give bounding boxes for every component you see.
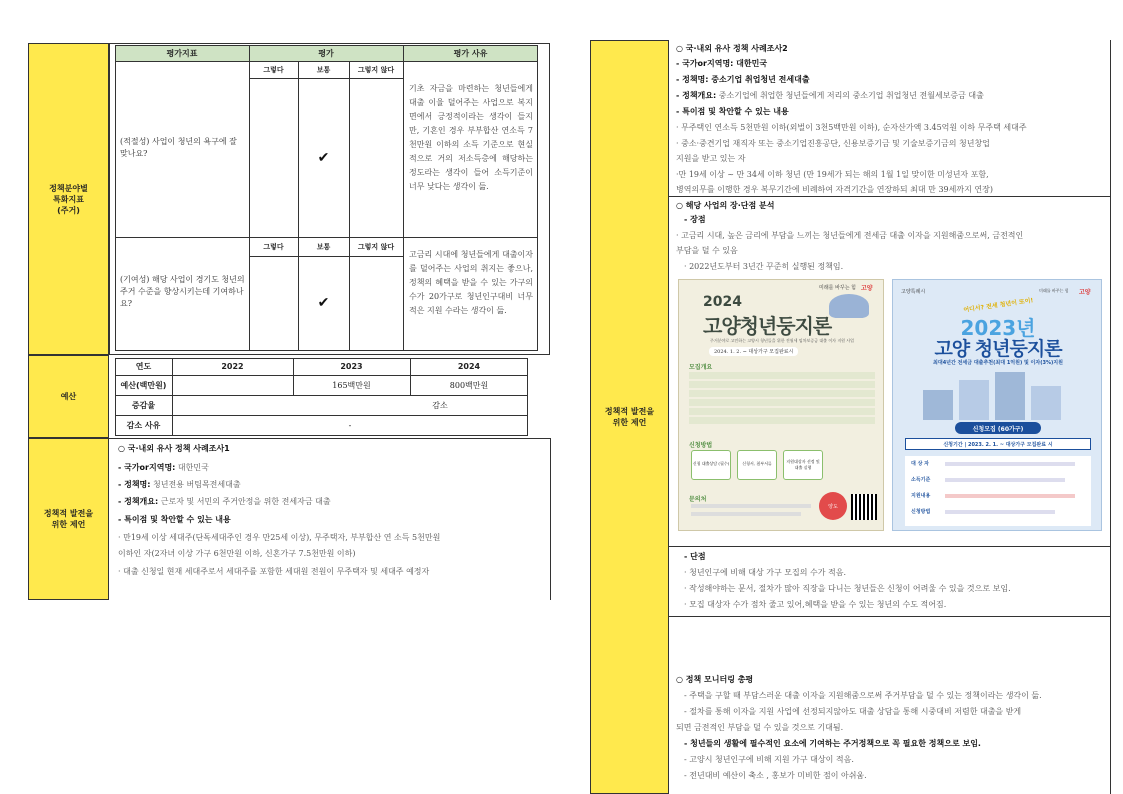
poster2-title-year: 2023년: [960, 316, 1036, 340]
cons-label: - 단점: [684, 552, 706, 561]
case2-line: · 중소·중견기업 재직자 또는 중소기업진흥공단, 신용보증기금 및 기술보증기금의 청년창업: [676, 139, 990, 148]
budget-reason-label: 감소 사유: [126, 421, 161, 430]
case1-summary: - 정책개요: 근로자 및 서민의 주거안정을 위한 전세자금 대출: [118, 497, 331, 506]
case1-feature: 이하인 자(2자녀 이상 가구 6천만원 이하, 신혼가구 7.5천만원 이하): [118, 549, 356, 558]
cons-line: · 모집 대상자 수가 점차 줄고 있어,혜택을 받을 수 있는 청년의 수도 적어짐.: [684, 600, 947, 609]
case2-line: ·만 19세 이상 ~ 만 34세 이하 청년 (만 19세가 되는 해의 1월 1일 맞이한 미성년자 포함,: [676, 170, 989, 179]
qr-code-icon: [851, 494, 877, 520]
case2-policy: - 정책명: 중소기업 취업청년 전세대출: [676, 75, 810, 84]
poster1-top: 미래를 바꾸는 힘: [819, 285, 856, 291]
poster1-brand: 고양: [861, 285, 873, 292]
poster1-section: 신청방법: [689, 442, 713, 449]
scale-normal: 보통: [316, 243, 331, 251]
header-evaluation: 평가: [318, 49, 334, 58]
category-proposal-right: 정책적 발전을 위한 제언: [590, 40, 669, 794]
scale-yes: 그렇다: [263, 243, 284, 251]
category-eval: 정책분야별 특화지표 (주거): [28, 43, 109, 355]
case2-line: 지원을 받고 있는 자: [676, 154, 746, 163]
poster2-bubble: 어디서? 전세 청년이 또이!: [962, 297, 1034, 314]
poster1-step: 지원대상자 선정 및 대출 실행: [783, 450, 823, 480]
question-appropriateness: (적절성) 사업이 청년의 욕구에 잘 맞나요?: [120, 137, 237, 158]
poster2-org: 고양특례시: [901, 289, 926, 295]
poster1-step: 신청서, 첨부서류: [737, 450, 777, 480]
bird-icon: [829, 294, 869, 318]
cons-line: · 청년인구에 비해 대상 가구 모집의 수가 적음.: [684, 568, 846, 577]
header-indicator: 평가지표: [166, 49, 198, 58]
category-budget: 예산: [28, 355, 109, 438]
poster1-title: 고양청년둥지론: [703, 314, 832, 338]
monitoring-line: - 고양시 청년인구에 비해 지원 가구 대상이 적음.: [684, 755, 854, 764]
case1-heading: ○ 국·내외 유사 정책 사례조사1: [118, 444, 230, 453]
reason-contribution: 고금리 시대에 청년들에게 대출이자를 덜어주는 사업의 취지는 좋으나, 정책의 혜택을 받을 수 있는 가구의 수가 20가구로 청년인구대비 너무 적은 지원 수라는 생각이 듦.: [409, 250, 533, 315]
scale-no: 그렇지 않다: [357, 243, 395, 251]
budget-year-2024: 2024: [457, 362, 481, 371]
budget-year-label: 연도: [135, 362, 152, 371]
budget-year-2022: 2022: [221, 362, 244, 371]
poster1-date: 2024. 1. 2. ~ 대상가구 모집완료시: [709, 347, 798, 356]
poster1-step: 신청 대출상담 (필수): [691, 450, 731, 480]
poster1-year: 2024: [703, 294, 742, 310]
pros-line: 부담을 덜 수 있음: [676, 246, 738, 255]
cons-line: · 작성해야하는 문서, 절차가 많아 직장을 다니는 청년들은 신청이 어려울 수 있을 것으로 보임.: [684, 584, 1011, 593]
header-reason: 평가 사유: [453, 49, 488, 58]
budget-amount-label: 예산(백만원): [120, 380, 167, 390]
scale-no: 그렇지 않다: [357, 66, 395, 74]
poster1-section: 모집개요: [689, 364, 713, 371]
pros-label: - 장점: [684, 215, 706, 224]
budget-change-label: 증감율: [131, 400, 156, 410]
budget-amount-2022: [172, 375, 293, 395]
poster1-sub: 주거분야로 고민하는 고양시 청년들을 위한 전월세 임차보증금 대출 이자 지원 사업: [709, 338, 855, 343]
case1-features-label: - 특이점 및 착안할 수 있는 내용: [118, 515, 231, 524]
reason-appropriateness: 기초 자금을 마련하는 청년들에게 대출 이율 덜어주는 사업으로 복지면에서 긍정적이라는 생각이 들지만, 기혼인 경우 부부합산 연소득 7천만원 이하의 소득 기준으로 현실적으로 거의 저소득층에 해당하는 정도라는 생각이 들어 소득기준이 너무 낮다는 생각이 듦.: [409, 84, 533, 191]
poster2-title: 고양 청년둥지론: [934, 338, 1062, 360]
case2-summary: - 정책개요: 중소기업에 취업한 청년들에게 저리의 중소기업 취업청년 전월세보증금 대출: [676, 91, 984, 100]
budget-reason-value: -: [348, 421, 352, 430]
monitoring-line: - 전년대비 예산이 축소 , 홍보가 미비한 점이 아쉬움.: [684, 771, 867, 780]
case1-country: - 국가or지역명: 대한민국: [118, 463, 209, 472]
case2-line: 병역의무를 이행한 경우 복무기간에 비례하여 자격기간을 연장하되 최대 만 39세까지 연장): [676, 185, 993, 194]
budget-amount-2023: 165백만원: [332, 380, 371, 390]
poster2-brand: 고양: [1079, 289, 1091, 296]
pros-line: · 고금리 시대, 높은 금리에 부담을 느끼는 청년들에게 전세금 대출 이자을 지원해줌으로써, 금전적인: [676, 231, 1024, 240]
poster2-tagline: 미래를 바꾸는 힘: [1039, 288, 1069, 293]
monitoring-heading: ○ 정책 모니터링 총평: [676, 675, 754, 684]
poster-2023: [892, 279, 1102, 531]
scale-yes: 그렇다: [263, 66, 284, 74]
check-mark: ✔: [317, 150, 330, 166]
scale-normal: 보통: [316, 66, 331, 74]
check-mark: ✔: [317, 295, 330, 311]
case1-feature: · 대출 신청일 현재 세대주로서 세대주를 포함한 세대원 전원이 무주택자 및 세대주 예정자: [118, 567, 430, 576]
pros-line: · 2022년도부터 3년간 꾸준히 실행된 정책임.: [684, 262, 844, 271]
monitoring-line: 되면 금전적인 부담을 덜 수 있을 것으로 기대됨.: [676, 723, 844, 732]
question-contribution: (기여성) 해당 사업이 경기도 청년의 주거 수준을 향상시키는데 기여하나요?: [120, 275, 245, 308]
poster1-table: [689, 372, 875, 434]
category-proposal: 정책적 발전을 위한 제언: [28, 438, 109, 600]
monitoring-line: - 절차를 통해 이자을 지원 사업에 선정되지않아도 대출 상담을 통해 시중대비 저렴한 대출을 받게: [684, 707, 1022, 716]
poster-2024: [678, 279, 884, 531]
poster1-section: 문의처: [689, 496, 707, 503]
building-icon: [913, 372, 1083, 420]
poster2-period: 신청기간 | 2023. 2. 1. ~ 대상가구 모집완료 시: [905, 438, 1091, 450]
budget-amount-2024: 800백만원: [449, 380, 489, 390]
budget-change-value: 감소: [432, 400, 448, 410]
case1-policy: - 정책명: 청년전용 버팀목전세대출: [118, 480, 241, 489]
monitoring-line: - 주택을 구할 때 부담스러운 대출 이자을 지원해줌으로써 주거부담을 덜 수 있는 정책이라는 생각이 듦.: [684, 691, 1042, 700]
analysis-heading: ○ 해당 사업의 장·단점 분석: [676, 201, 775, 210]
case2-line: · 무주택인 연소득 5천만원 이하(외벌이 3천5백만원 이하), 순자산가액 3.45억원 이하 무주택 세대주: [676, 123, 1027, 132]
poster2-sub: 최대4년간 전세금 대출추천(최대 1억원) 및 이자(3%)지원: [933, 360, 1063, 366]
case1-feature: · 만19세 이상 세대주(단독세대주인 경우 만25세 이상), 무주택자, 부부합산 연 소득 5천만원: [118, 533, 441, 542]
monitoring-bold-line: - 청년들의 생활에 필수적인 요소에 기여하는 주거정책으로 꼭 필요한 정책으로 보임.: [684, 739, 981, 748]
budget-year-2023: 2023: [340, 362, 363, 371]
poster1-badge: 양도: [819, 492, 847, 520]
case2-heading: ○ 국·내외 유사 정책 사례조사2: [676, 44, 788, 53]
poster2-pill: 신청모집 (60가구): [955, 422, 1041, 434]
case2-country: - 국가or지역명: 대한민국: [676, 59, 768, 68]
poster2-info: 대 상 자 소득기준 지원내용 신청방법: [905, 456, 1091, 526]
case2-features-label: - 특이점 및 착안할 수 있는 내용: [676, 107, 789, 116]
